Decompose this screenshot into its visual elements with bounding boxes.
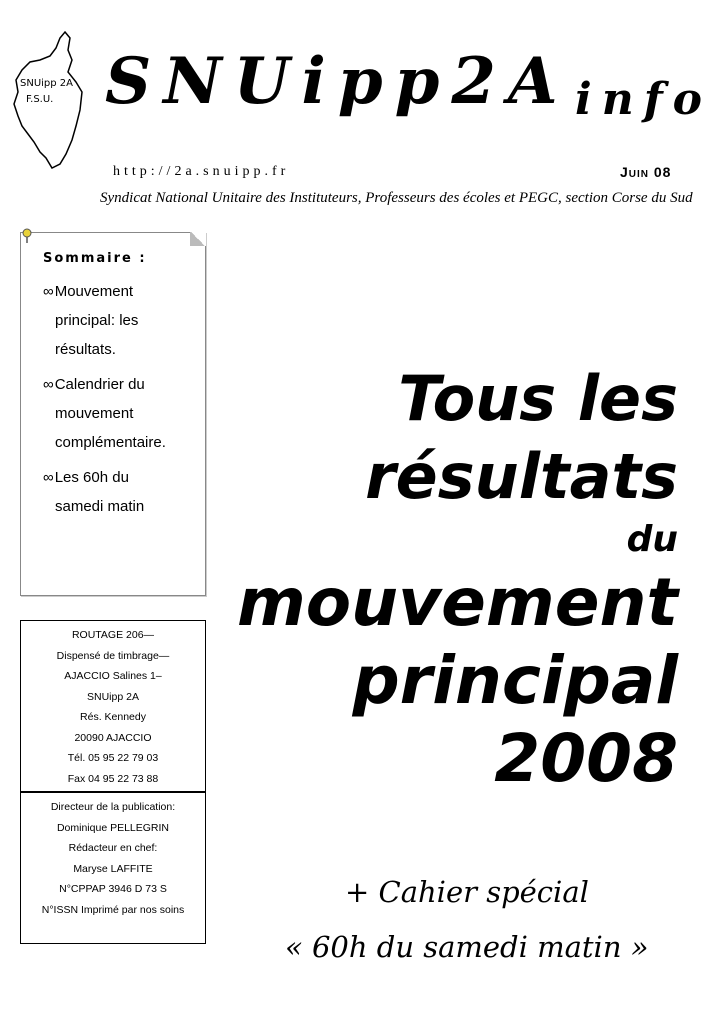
routage-line: 20090 AJACCIO bbox=[74, 731, 152, 744]
sommaire-item bbox=[43, 463, 203, 521]
publication-line: Maryse LAFFITE bbox=[73, 862, 153, 875]
infinity-bullet-icon: ∞ bbox=[43, 283, 54, 300]
routage-line: ROUTAGE 206— bbox=[71, 629, 155, 641]
publication-line: Directeur de la publication: bbox=[50, 801, 176, 813]
infinity-bullet-icon: ∞ bbox=[43, 469, 54, 486]
sommaire-title: Sommaire : bbox=[43, 251, 147, 266]
headline-line: résultats bbox=[365, 440, 678, 513]
sommaire-item bbox=[43, 277, 203, 364]
sommaire-item bbox=[43, 370, 203, 457]
sommaire-list bbox=[43, 277, 203, 527]
headline-line: du bbox=[626, 519, 678, 560]
logo-text-fsu: F.S.U. bbox=[26, 94, 54, 105]
sommaire-item-text: Les 60h du bbox=[54, 469, 129, 486]
main-headline bbox=[237, 360, 678, 798]
issue-date: Juin 08 bbox=[620, 164, 672, 180]
newsletter-title-suffix: info bbox=[575, 74, 712, 125]
publication-box bbox=[20, 792, 206, 944]
routage-line: AJACCIO Salines 1– bbox=[64, 670, 162, 682]
sommaire-item-text: mouvement bbox=[55, 405, 134, 422]
publication-line: Rédacteur en chef: bbox=[68, 842, 158, 854]
routage-line: SNUipp 2A bbox=[87, 690, 139, 703]
website-url[interactable]: http://2a.snuipp.fr bbox=[113, 164, 290, 179]
sommaire-item-text: Calendrier du bbox=[54, 376, 145, 393]
publication-line: N°ISSN Imprimé par nos soins bbox=[41, 903, 185, 916]
supplement-subtitle: « 60h du samedi matin » bbox=[285, 930, 649, 964]
routage-box bbox=[20, 620, 206, 792]
routage-line: Fax 04 95 22 73 88 bbox=[67, 772, 159, 785]
headline-line: Tous les bbox=[398, 362, 678, 435]
routage-line: Rés. Kennedy bbox=[80, 711, 146, 723]
sommaire-item-text: Mouvement bbox=[54, 283, 134, 300]
headline-line: principal bbox=[352, 642, 678, 719]
pushpin-icon bbox=[20, 228, 34, 244]
corsica-logo bbox=[10, 30, 88, 170]
headline-line: mouvement bbox=[237, 564, 678, 641]
sommaire-item-text: samedi matin bbox=[55, 498, 145, 515]
sommaire-item-text: résultats. bbox=[55, 341, 116, 358]
logo-text-union: SNUipp 2A bbox=[20, 78, 74, 89]
sommaire-item-text: complémentaire. bbox=[55, 434, 166, 451]
sommaire-box bbox=[20, 232, 206, 596]
routage-line: Tél. 05 95 22 79 03 bbox=[67, 752, 159, 764]
supplement-title: + Cahier spécial bbox=[345, 875, 589, 909]
sommaire-item-text: principal: les bbox=[55, 312, 139, 329]
publication-line: N°CPPAP 3946 D 73 S bbox=[59, 883, 167, 895]
routage-line: Dispensé de timbrage— bbox=[56, 649, 170, 662]
publication-line: Dominique PELLEGRIN bbox=[56, 821, 170, 834]
headline-line: 2008 bbox=[494, 720, 678, 797]
infinity-bullet-icon: ∞ bbox=[43, 376, 54, 393]
newsletter-title: SNUipp2A bbox=[105, 44, 570, 119]
union-subtitle: Syndicat National Unitaire des Instituteurs, Professeurs des écoles et PEGC, section Corse du Sud bbox=[100, 190, 693, 206]
page-fold-corner bbox=[190, 232, 206, 246]
